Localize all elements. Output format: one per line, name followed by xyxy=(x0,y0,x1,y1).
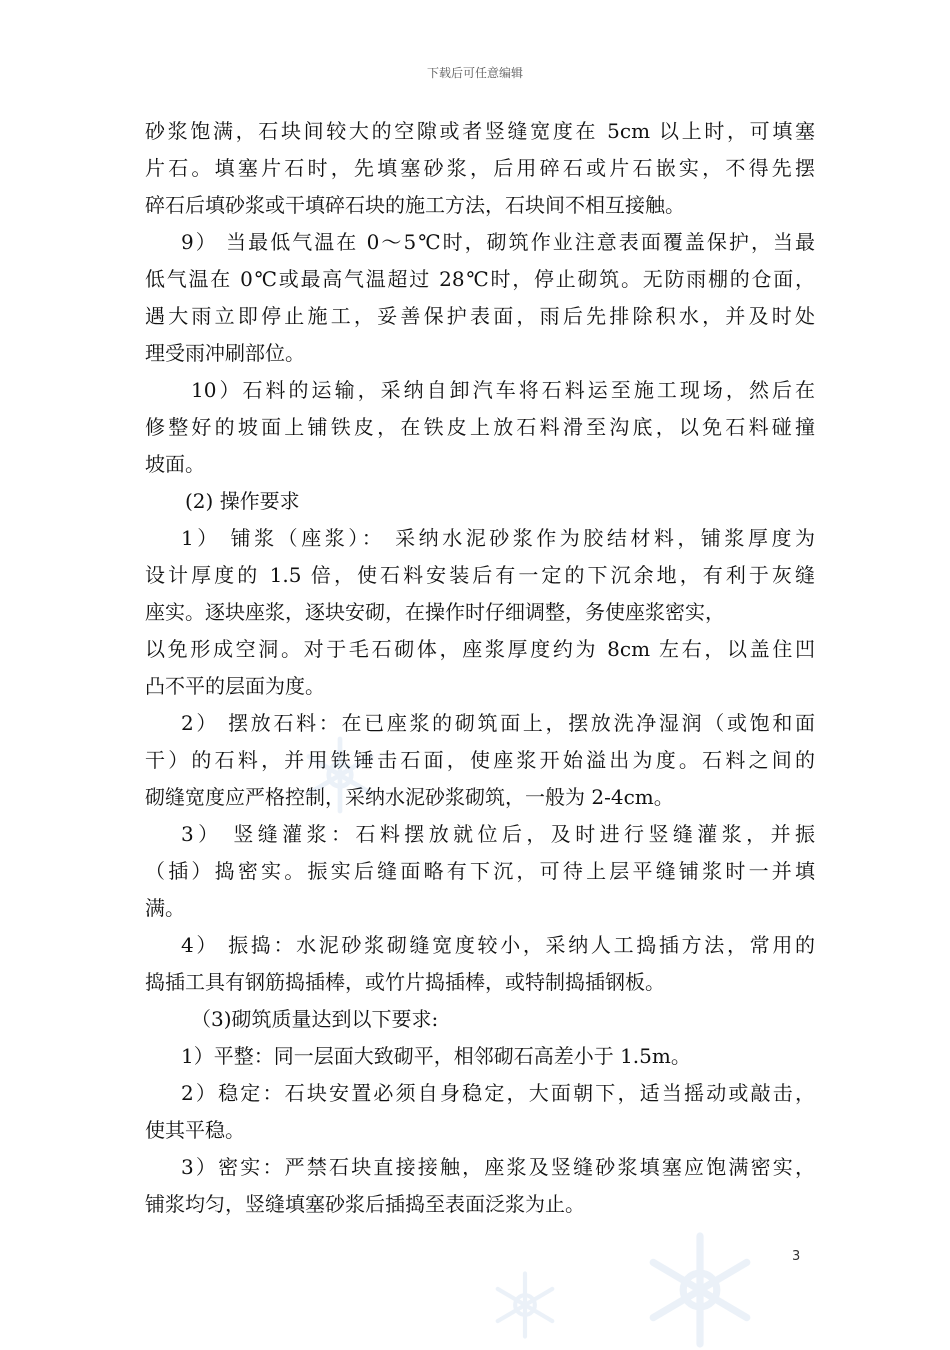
text-line: （插）捣密实。振实后缝面略有下沉，可待上层平缝铺浆时一并填 xyxy=(145,859,815,883)
text-line: （3)砌筑质量达到以下要求: xyxy=(191,1007,439,1031)
text-line: 凸不平的层面为度。 xyxy=(145,674,325,698)
text-line: 满。 xyxy=(145,896,185,920)
text-line: 修整好的坡面上铺铁皮，在铁皮上放石料滑至沟底，以免石料碰撞 xyxy=(145,415,815,439)
text-line: 坡面。 xyxy=(145,452,205,476)
text-line: 座实。逐块座浆，逐块安砌，在操作时仔细调整，务使座浆密实， xyxy=(145,600,725,624)
text-line: 砂浆饱满，石块间较大的空隙或者竖缝宽度在 5cm 以上时，可填塞 xyxy=(145,119,815,143)
snowflake-icon xyxy=(640,1230,760,1350)
text-line: 4） 振捣：水泥砂浆砌缝宽度较小，采纳人工捣插方法，常用的 xyxy=(181,933,815,957)
text-line: 10）石料的运输，采纳自卸汽车将石料运至施工现场，然后在 xyxy=(191,378,815,402)
text-line: 以免形成空洞。对于毛石砌体，座浆厚度约为 8cm 左右，以盖住凹 xyxy=(145,637,815,661)
snowflake-icon xyxy=(300,735,380,815)
text-line: 3）密实：严禁石块直接接触，座浆及竖缝砂浆填塞应饱满密实， xyxy=(181,1155,815,1179)
text-line: 碎石后填砂浆或干填碎石块的施工方法，石块间不相互接触。 xyxy=(145,193,685,217)
text-line: 使其平稳。 xyxy=(145,1118,245,1142)
text-line: 1）平整：同一层面大致砌平，相邻砌石高差小于 1.5m。 xyxy=(181,1044,691,1068)
snowflake-icon xyxy=(490,1270,560,1340)
text-line: 2）稳定：石块安置必须自身稳定，大面朝下，适当摇动或敲击， xyxy=(181,1081,815,1105)
text-line: 9） 当最低气温在 0～5℃时，砌筑作业注意表面覆盖保护，当最 xyxy=(181,230,815,254)
text-line: 干）的石料，并用铁锤击石面，使座浆开始溢出为度。石料之间的 xyxy=(145,748,815,772)
text-line: 低气温在 0℃或最高气温超过 28℃时，停止砌筑。无防雨棚的仓面， xyxy=(145,267,815,291)
document-body xyxy=(145,113,815,1223)
text-line: 3） 竖缝灌浆：石料摆放就位后，及时进行竖缝灌浆，并振 xyxy=(181,822,815,846)
text-line: (2) 操作要求 xyxy=(185,489,300,513)
text-line: 砌缝宽度应严格控制，采纳水泥砂浆砌筑，一般为 2-4cm。 xyxy=(145,785,674,809)
text-line: 片石。填塞片石时，先填塞砂浆，后用碎石或片石嵌实，不得先摆 xyxy=(145,156,815,180)
text-line: 设计厚度的 1.5 倍，使石料安装后有一定的下沉余地，有利于灰缝 xyxy=(145,563,815,587)
text-line: 1） 铺浆（座浆）： 采纳水泥砂浆作为胶结材料，铺浆厚度为 xyxy=(181,526,815,550)
text-line: 遇大雨立即停止施工，妥善保护表面，雨后先排除积水，并及时处 xyxy=(145,304,815,328)
text-line: 捣插工具有钢筋捣插棒，或竹片捣插棒，或特制捣插钢板。 xyxy=(145,970,665,994)
page-number: 3 xyxy=(792,1249,801,1264)
text-line: 铺浆均匀，竖缝填塞砂浆后插捣至表面泛浆为止。 xyxy=(145,1192,585,1216)
page-header: 下载后可任意编辑 xyxy=(426,66,523,80)
text-line: 理受雨冲刷部位。 xyxy=(145,341,305,365)
text-line: 2） 摆放石料：在已座浆的砌筑面上，摆放洗净湿润（或饱和面 xyxy=(181,711,815,735)
